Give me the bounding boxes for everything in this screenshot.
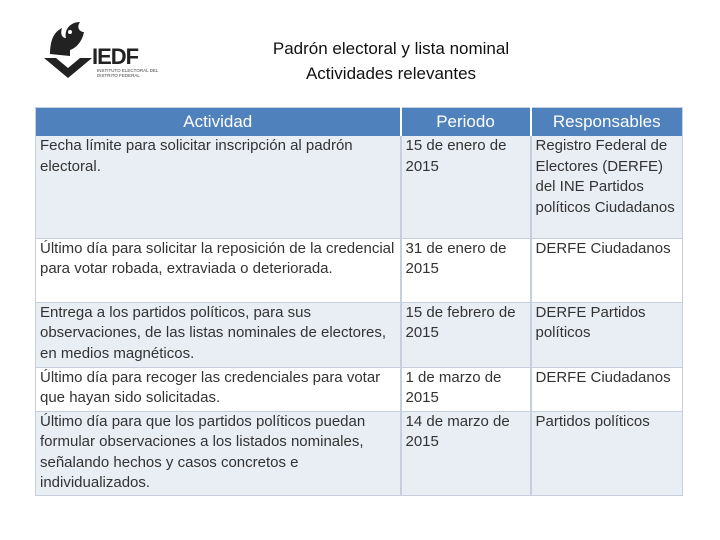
table-row [36,367,683,411]
cell-responsables: Registro Federal de Electores (DERFE) del INE Partidos políticos Ciudadanos [531,136,683,238]
column-header-periodo: Periodo [401,108,531,137]
cell-actividad: Último día para solicitar la reposición de la credencial para votar robada, extraviada o deteriorada. [36,238,401,302]
cell-responsables: Partidos políticos [531,411,683,495]
cell-actividad: Último día para recoger las credenciales para votar que hayan sido solicitadas. [36,367,401,411]
page-title [200,36,582,86]
column-header-actividad: Actividad [36,108,401,137]
cell-actividad: Último día para que los partidos políticos puedan formular observaciones a los listados nominales, señalando hechos y casos concretos e individualizados. [36,411,401,495]
cell-periodo: 1 de marzo de 2015 [401,367,531,411]
table-header-row [36,108,683,137]
activities-table [35,107,683,496]
table-row [36,238,683,302]
iedf-emblem-icon [40,18,96,80]
iedf-logo [40,18,180,80]
cell-periodo: 31 de enero de 2015 [401,238,531,302]
cell-responsables: DERFE Partidos políticos [531,302,683,367]
title-line-1: Padrón electoral y lista nominal [272,39,510,58]
logo-subtitle: INSTITUTO ELECTORAL DEL DISTRITO FEDERAL [97,68,159,78]
cell-responsables: DERFE Ciudadanos [531,367,683,411]
cell-periodo: 14 de marzo de 2015 [401,411,531,495]
table-row [36,411,683,495]
cell-actividad: Fecha límite para solicitar inscripción al padrón electoral. [36,136,401,238]
table-row [36,136,683,238]
table-row [36,302,683,367]
column-header-responsables: Responsables [531,108,683,137]
title-line-2: Actividades relevantes [305,64,477,83]
cell-responsables: DERFE Ciudadanos [531,238,683,302]
cell-actividad: Entrega a los partidos políticos, para sus observaciones, de las listas nominales de electores, en medios magnéticos. [36,302,401,367]
cell-periodo: 15 de enero de 2015 [401,136,531,238]
logo-text: IEDF [92,44,139,69]
cell-periodo: 15 de febrero de 2015 [401,302,531,367]
